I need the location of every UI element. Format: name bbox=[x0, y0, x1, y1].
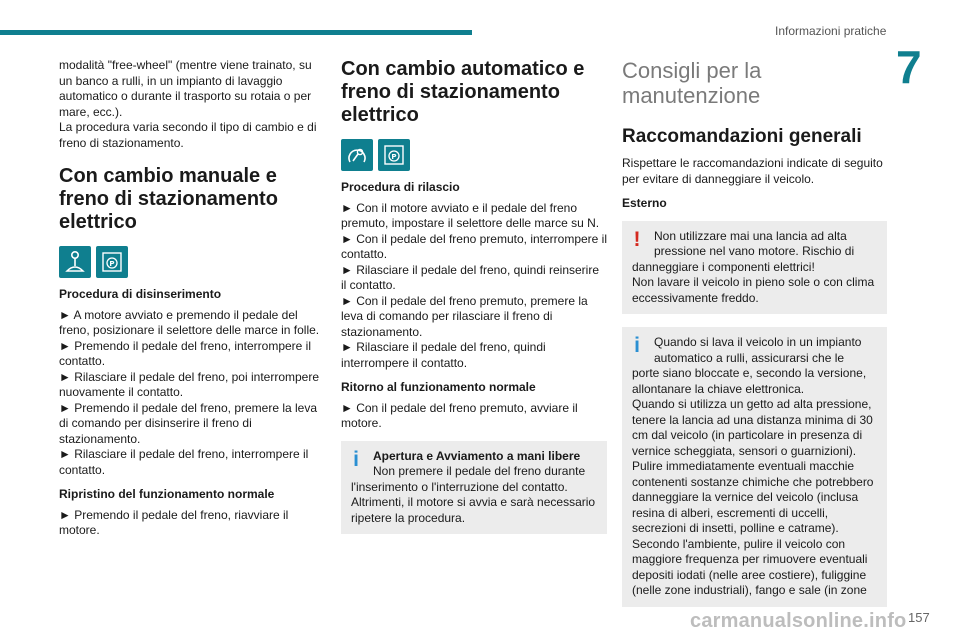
chapter-number: 7 bbox=[896, 41, 922, 93]
note-text: Non utilizzare mai una lancia ad alta pressione nel vano motore. Rischio di bbox=[654, 228, 855, 258]
paragraph: Rispettare le raccomandazioni indicate di seguito per evitare di danneggiare il veicolo. bbox=[622, 156, 883, 186]
subheading: Ritorno al funzionamento normale bbox=[341, 380, 536, 394]
svg-text:P: P bbox=[391, 153, 397, 161]
gear-lever-icon bbox=[59, 246, 91, 278]
parking-brake-icon bbox=[378, 139, 410, 171]
column-left bbox=[59, 58, 322, 539]
parking-brake-icon bbox=[96, 246, 128, 278]
warning-icon: ! bbox=[633, 227, 641, 251]
subheading: Esterno bbox=[622, 196, 667, 210]
section-heading: Con cambio automatico e freno di stazionamento elettrico bbox=[341, 58, 585, 126]
subheading: Ripristino del funzionamento normale bbox=[59, 487, 275, 501]
paragraph: La procedura varia secondo il tipo di cambio e di freno di stazionamento. bbox=[59, 120, 317, 150]
section-heading: Raccomandazioni generali bbox=[622, 126, 862, 147]
svg-text:P: P bbox=[109, 260, 115, 268]
chapter-section-title: Consigli per la manutenzione bbox=[622, 58, 762, 108]
step: ► Premendo il pedale del freno, premere la leva di comando per disinserire il freno di stazionamento. bbox=[59, 400, 318, 446]
subheading: Procedura di disinserimento bbox=[59, 287, 222, 301]
step: ► Rilasciare il pedale del freno, interrompere il contatto. bbox=[59, 447, 309, 477]
step: ► Premendo il pedale del freno, interrompere il contatto. bbox=[59, 338, 312, 368]
column-middle bbox=[341, 58, 607, 534]
step: ► Con il pedale del freno premuto, avviare il motore. bbox=[341, 400, 578, 430]
watermark: carmanualsonline.info bbox=[690, 610, 907, 632]
header-accent-bar bbox=[0, 30, 472, 35]
column-right bbox=[622, 58, 887, 607]
step: ► Con il pedale del freno premuto, interrompere il contatto. bbox=[341, 231, 608, 261]
note-text: Non lavare il veicolo in pieno sole o con clima eccessivamente freddo. bbox=[632, 275, 875, 305]
note-title: Apertura e Avviamento a mani libere bbox=[373, 448, 581, 463]
note-text: l'inserimento o l'interruzione del contatto. Altrimenti, il motore si avvia e sarà necessario ripetere la procedura. bbox=[351, 479, 596, 525]
icon-row bbox=[341, 139, 607, 171]
section-heading: Con cambio manuale e freno di stazionamento elettrico bbox=[59, 165, 278, 233]
section-title: Informazioni pratiche bbox=[775, 24, 887, 38]
warning-note bbox=[622, 221, 887, 315]
info-icon: i bbox=[634, 334, 640, 357]
note-text: danneggiare i componenti elettrici! bbox=[632, 259, 815, 274]
step: ► Con il motore avviato e il pedale del freno premuto, impostare il selettore delle marce su N. bbox=[341, 200, 600, 230]
icon-row bbox=[59, 246, 322, 278]
step: ► Rilasciare il pedale del freno, poi interrompere nuovamente il contatto. bbox=[59, 369, 320, 399]
note-text: Non premere il pedale del freno durante bbox=[373, 464, 586, 478]
info-note bbox=[622, 327, 887, 607]
paragraph: modalità "free-wheel" (mentre viene trainato, su un banco a rulli, in un impianto di lavaggio automatico o durante il trasporto su rotaia o per mare, ecc.). bbox=[59, 58, 312, 119]
info-note bbox=[341, 441, 607, 535]
info-icon: i bbox=[353, 447, 359, 471]
step: ► Premendo il pedale del freno, riavviare il motore. bbox=[59, 507, 289, 537]
step: ► Rilasciare il pedale del freno, quindi interrompere il contatto. bbox=[341, 340, 546, 370]
note-text: porte siano bloccate e, secondo la versione, allontanare la chiave elettronica. bbox=[632, 366, 867, 396]
note-text: Quando si lava il veicolo in un impianto automatico a rulli, assicurarsi che le bbox=[654, 335, 862, 365]
step: ► A motore avviato e premendo il pedale del freno, posizionare il selettore delle marce in folle. bbox=[59, 307, 320, 337]
note-text: Pulire immediatamente eventuali macchie contenenti sostanze chimiche che potrebbero danneggiare la vernice del veicolo (inclusa resina di alberi, escrementi di uccelli, secrezioni di insetti, polline e catrame). bbox=[632, 459, 874, 535]
subheading: Procedura di rilascio bbox=[341, 180, 460, 194]
page-number: 157 bbox=[908, 610, 930, 625]
note-text: Secondo l'ambiente, pulire il veicolo con maggiore frequenza per rimuovere eventuali depositi iodati (nelle aree costiere), fuliggine (nelle zone industriali), fango e sale (in zone bbox=[632, 536, 868, 597]
step: ► Con il pedale del freno premuto, premere la leva di comando per rilasciare il freno di stazionamento. bbox=[341, 293, 588, 339]
automatic-gear-icon bbox=[341, 139, 373, 171]
note-text: Quando si utilizza un getto ad alta pressione, tenere la lancia ad una distanza minima di 30 cm dal veicolo (in particolare in presenza di vernice scheggiata, sensori o guarnizioni). bbox=[632, 397, 873, 458]
step: ► Rilasciare il pedale del freno, quindi reinserire il contatto. bbox=[341, 262, 600, 292]
